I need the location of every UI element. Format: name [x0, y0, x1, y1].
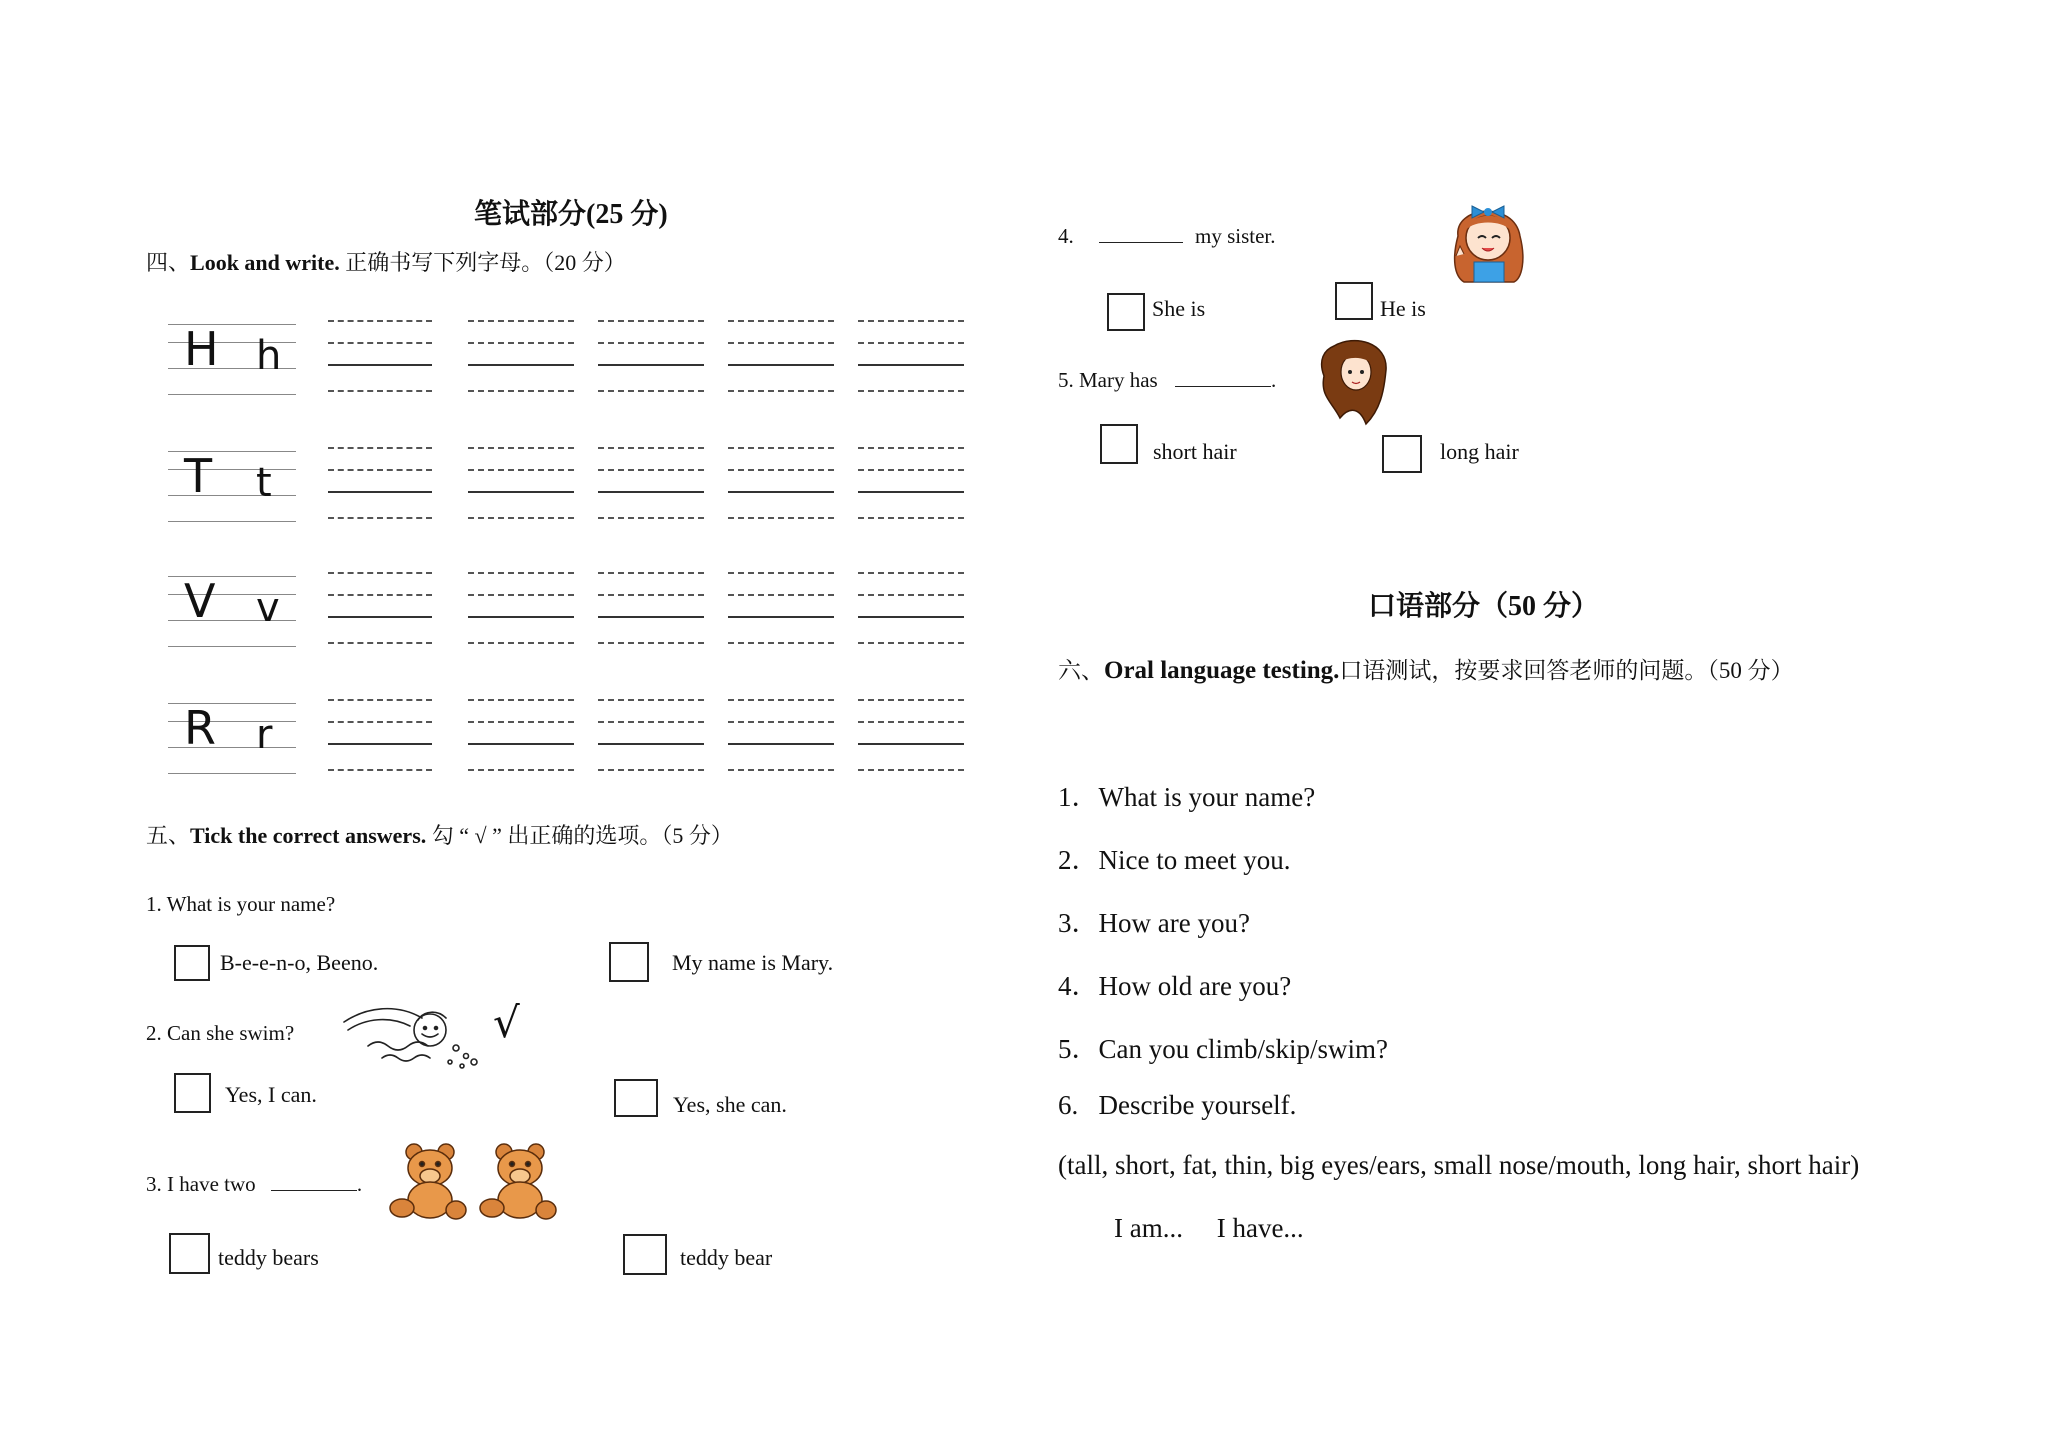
writing-guide: [598, 390, 704, 392]
oral-question-2: 2．Nice to meet you.: [1058, 845, 1291, 875]
writing-guide: [598, 517, 704, 519]
q1-option-b-label: My name is Mary.: [672, 950, 834, 975]
section5-heading: [146, 819, 733, 850]
writing-guide: [728, 769, 834, 771]
section4-chinese: 正确书写下列字母。（20 分）: [339, 250, 626, 275]
writing-guide: [468, 572, 574, 574]
writing-guide: [598, 642, 704, 644]
answer-starter: I am... I have...: [1114, 1213, 1304, 1243]
guide-line: [168, 394, 296, 395]
describe-hint: (tall, short, fat, thin, big eyes/ears, small nose/mouth, long hair, short hair): [1058, 1150, 1860, 1180]
question-3-text: 3. I have two: [146, 1172, 256, 1196]
section5-chinese: 勾 “ √ ” 出正确的选项。（5 分）: [426, 823, 733, 848]
writing-guide: [728, 390, 834, 392]
writing-guide: [598, 699, 704, 701]
writing-guide: [858, 699, 964, 701]
writing-guide: [468, 342, 574, 344]
question-2: 2. Can she swim?: [146, 1021, 295, 1045]
writing-guide: [598, 572, 704, 574]
q3-option-b-label: teddy bear: [680, 1245, 773, 1270]
q3-option-a-label: teddy bears: [218, 1245, 319, 1270]
question-4-text: my sister.: [1195, 224, 1276, 248]
writing-lines-1-1[interactable]: [468, 447, 574, 519]
writing-guide: [858, 491, 964, 493]
swimming-girl-illustration: [338, 996, 484, 1072]
writing-guide: [468, 642, 574, 644]
uppercase-letter: R: [184, 701, 216, 755]
lowercase-letter: r: [256, 712, 273, 758]
writing-guide: [858, 364, 964, 366]
writing-guide: [468, 491, 574, 493]
writing-guide: [598, 364, 704, 366]
letter-sample-1: [168, 437, 296, 525]
writing-guide: [858, 743, 964, 745]
writing-guide: [858, 447, 964, 449]
letter-sample-2: [168, 562, 296, 650]
writing-guide: [598, 616, 704, 618]
writing-guide: [328, 469, 432, 471]
writing-lines-1-3[interactable]: [728, 447, 834, 519]
writing-guide: [328, 364, 432, 366]
writing-lines-0-1[interactable]: [468, 320, 574, 392]
long-hair-girl-illustration: [1310, 336, 1394, 426]
writing-guide: [598, 594, 704, 596]
q4-answer-blank[interactable]: [1099, 224, 1183, 243]
writing-guide: [598, 769, 704, 771]
q4-option-a-label: She is: [1152, 296, 1206, 321]
writing-lines-1-2[interactable]: [598, 447, 704, 519]
writing-guide: [468, 769, 574, 771]
writing-lines-0-0[interactable]: [328, 320, 432, 392]
writing-guide: [858, 594, 964, 596]
writing-guide: [468, 469, 574, 471]
section6-heading: [1058, 652, 1794, 685]
section4-heading: [146, 246, 626, 277]
writing-lines-2-0[interactable]: [328, 572, 432, 644]
writing-guide: [328, 491, 432, 493]
question-4: [1058, 224, 1276, 249]
writing-lines-0-3[interactable]: [728, 320, 834, 392]
q2-option-a-checkbox[interactable]: [174, 1073, 211, 1113]
writing-guide: [858, 320, 964, 322]
writing-guide: [468, 390, 574, 392]
q3-option-a-checkbox[interactable]: [169, 1233, 210, 1274]
uppercase-letter: H: [184, 322, 219, 376]
writing-guide: [468, 594, 574, 596]
writing-guide: [728, 616, 834, 618]
guide-line: [168, 773, 296, 774]
writing-guide: [728, 342, 834, 344]
writing-lines-3-4[interactable]: [858, 699, 964, 771]
writing-guide: [728, 572, 834, 574]
section4-english: Look and write.: [190, 250, 340, 275]
writing-guide: [468, 699, 574, 701]
writing-lines-1-0[interactable]: [328, 447, 432, 519]
writing-guide: [328, 699, 432, 701]
section5-english: Tick the correct answers.: [190, 823, 427, 848]
writing-guide: [728, 517, 834, 519]
section5-prefix: 五、: [146, 823, 191, 848]
writing-guide: [858, 517, 964, 519]
writing-guide: [468, 364, 574, 366]
guide-line: [168, 521, 296, 522]
teddy-bear-illustration: [380, 1140, 560, 1226]
lowercase-letter: t: [256, 460, 272, 506]
writing-guide: [468, 320, 574, 322]
question-3-tail: .: [356, 1172, 363, 1196]
uppercase-letter: V: [184, 574, 216, 628]
writing-guide: [328, 743, 432, 745]
writing-guide: [728, 721, 834, 723]
writing-lines-2-2[interactable]: [598, 572, 704, 644]
q3-option-b-checkbox[interactable]: [623, 1234, 667, 1275]
writing-guide: [328, 447, 432, 449]
writing-guide: [728, 491, 834, 493]
writing-guide: [328, 616, 432, 618]
oral-question-4: 4．How old are you?: [1058, 971, 1292, 1001]
writing-lines-2-3[interactable]: [728, 572, 834, 644]
writing-lines-3-2[interactable]: [598, 699, 704, 771]
writing-guide: [858, 390, 964, 392]
letter-sample-3: [168, 689, 296, 777]
writing-lines-3-3[interactable]: [728, 699, 834, 771]
writing-guide: [598, 743, 704, 745]
q2-option-a-label: Yes, I can.: [225, 1082, 317, 1107]
writing-lines-2-1[interactable]: [468, 572, 574, 644]
lowercase-letter: v: [256, 585, 280, 631]
question-1: 1. What is your name?: [146, 892, 336, 916]
question-5-tail: .: [1270, 368, 1277, 392]
writing-guide: [728, 364, 834, 366]
guide-line: [168, 646, 296, 647]
writing-guide: [468, 721, 574, 723]
q5-answer-blank[interactable]: [1175, 368, 1271, 387]
q5-option-a-checkbox[interactable]: [1100, 424, 1138, 464]
q1-option-a-checkbox[interactable]: [174, 945, 210, 981]
writing-guide: [598, 721, 704, 723]
writing-lines-0-4[interactable]: [858, 320, 964, 392]
q5-option-b-label: long hair: [1440, 439, 1519, 464]
writing-guide: [598, 342, 704, 344]
oral-question-6: 6. Describe yourself.: [1058, 1090, 1297, 1120]
writing-lines-3-1[interactable]: [468, 699, 574, 771]
q5-option-b-checkbox[interactable]: [1382, 435, 1422, 473]
writing-guide: [728, 594, 834, 596]
writing-guide: [728, 447, 834, 449]
q5-option-a-label: short hair: [1153, 439, 1237, 464]
writing-lines-0-2[interactable]: [598, 320, 704, 392]
writing-guide: [728, 642, 834, 644]
writing-guide: [728, 320, 834, 322]
writing-guide: [328, 572, 432, 574]
writing-guide: [328, 769, 432, 771]
writing-guide: [858, 572, 964, 574]
writing-guide: [728, 743, 834, 745]
writing-lines-3-0[interactable]: [328, 699, 432, 771]
writing-guide: [328, 320, 432, 322]
writing-guide: [468, 447, 574, 449]
writing-guide: [328, 390, 432, 392]
writing-guide: [598, 491, 704, 493]
section4-prefix: 四、: [146, 250, 191, 275]
q3-answer-blank[interactable]: [271, 1172, 357, 1191]
q4-option-b-label: He is: [1380, 296, 1426, 321]
q1-option-b-checkbox[interactable]: [609, 942, 649, 982]
oral-part-title: 口语部分（50 分）: [1368, 591, 1600, 622]
writing-guide: [598, 469, 704, 471]
writing-guide: [858, 342, 964, 344]
writing-guide: [858, 616, 964, 618]
letter-sample-0: [168, 310, 296, 398]
q4-option-b-checkbox[interactable]: [1335, 282, 1373, 320]
q1-option-a-label: B-e-e-n-o, Beeno.: [220, 950, 379, 975]
writing-guide: [598, 320, 704, 322]
oral-question-5: 5．Can you climb/skip/swim?: [1058, 1034, 1388, 1064]
writing-guide: [728, 699, 834, 701]
writing-guide: [468, 743, 574, 745]
writing-guide: [858, 769, 964, 771]
writing-guide: [328, 594, 432, 596]
writing-guide: [858, 642, 964, 644]
question-5: [1058, 368, 1276, 393]
cartoon-sister-illustration: [1444, 196, 1534, 284]
sample-tick-mark: √: [493, 998, 520, 1047]
writing-guide: [858, 721, 964, 723]
writing-guide: [728, 469, 834, 471]
written-part-title: 笔试部分(25 分): [474, 199, 668, 230]
writing-guide: [328, 642, 432, 644]
lowercase-letter: h: [256, 333, 282, 379]
writing-guide: [328, 517, 432, 519]
q4-option-a-checkbox[interactable]: [1107, 293, 1145, 331]
oral-question-3: 3．How are you?: [1058, 908, 1250, 938]
q2-option-b-checkbox[interactable]: [614, 1079, 658, 1117]
writing-guide: [328, 721, 432, 723]
writing-guide: [468, 616, 574, 618]
oral-question-1: 1．What is your name?: [1058, 782, 1316, 812]
section6-prefix: 六、: [1058, 658, 1104, 683]
question-5-text: 5. Mary has: [1058, 368, 1158, 392]
writing-guide: [858, 469, 964, 471]
writing-guide: [468, 517, 574, 519]
uppercase-letter: T: [184, 449, 213, 503]
q2-option-b-label: Yes, she can.: [673, 1092, 787, 1117]
writing-guide: [598, 447, 704, 449]
writing-lines-2-4[interactable]: [858, 572, 964, 644]
writing-guide: [328, 342, 432, 344]
question-3: [146, 1172, 362, 1197]
section6-english: Oral language testing.: [1104, 657, 1340, 684]
section6-chinese: 口语测试，按要求回答老师的问题。（50 分）: [1339, 658, 1794, 683]
writing-lines-1-4[interactable]: [858, 447, 964, 519]
question-4-number: 4.: [1058, 224, 1074, 248]
